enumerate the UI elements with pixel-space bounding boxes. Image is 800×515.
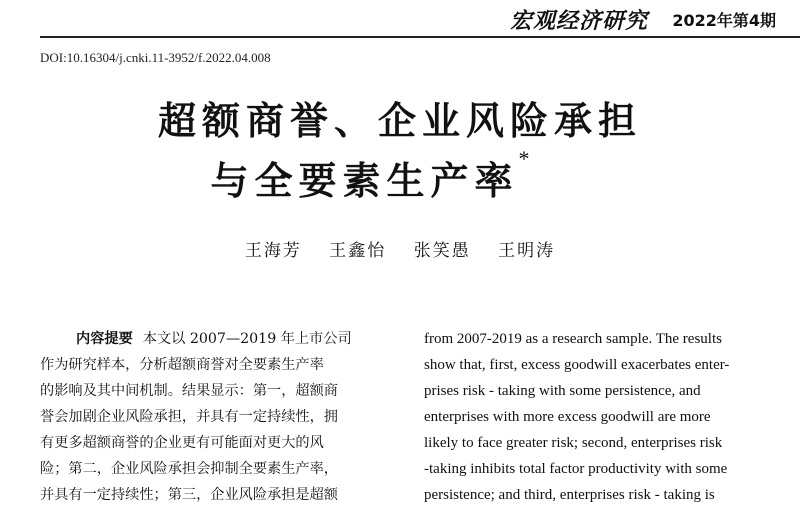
abstract-line: 的影响及其中间机制。结果显示：第一，超额商 — [40, 383, 338, 399]
abstract-line: 险；第二，企业风险承担会抑制全要素生产率， — [40, 461, 338, 477]
page-header — [0, 0, 800, 38]
abstract-line: 并具有一定持续性；第三，企业风险承担是超额 — [40, 487, 338, 503]
author: 王海芳 — [244, 241, 302, 261]
abstract-chinese — [40, 326, 398, 508]
author: 王鑫怡 — [329, 241, 387, 261]
abstract-line: prises risk - taking with some persistence, and — [424, 383, 701, 399]
abstract-line: enterprises with more excess goodwill are more — [424, 409, 711, 425]
abstract-line: from 2007-2019 as a research sample. The results — [424, 331, 722, 347]
abstract-line: 誉会加剧企业风险承担，并具有一定持续性，拥 — [40, 409, 338, 425]
abstract-line: likely to face greater risk; second, enterprises risk — [424, 435, 723, 451]
header-rule — [40, 36, 800, 38]
abstract-text: 本文以 2007—2019 年上市公司 — [142, 331, 352, 347]
abstract-line: -taking inhibits total factor productivity with some — [424, 461, 728, 477]
author-list — [0, 236, 800, 261]
doi-line: DOI:10.16304/j.cnki.11-3952/f.2022.04.008 — [40, 50, 271, 65]
abstract-line — [40, 326, 398, 352]
author: 张笑愚 — [413, 241, 471, 261]
title-line-1: 超额商誉、企业风险承担 — [157, 98, 642, 143]
abstract-line: 作为研究样本，分析超额商誉对全要素生产率 — [40, 357, 324, 373]
issue-number: 2022年第4期 — [672, 11, 776, 30]
journal-name: 宏观经济研究 — [509, 8, 648, 34]
title-line-2-text: 与全要素生产率 — [210, 158, 519, 203]
abstract-line: 有更多超额商誉的企业更有可能面对更大的风 — [40, 435, 324, 451]
title-line-2 — [0, 146, 770, 205]
abstract-english — [424, 326, 770, 508]
abstract-label: 内容提要 — [76, 331, 133, 347]
footnote-mark: * — [518, 146, 530, 171]
author: 王明涛 — [498, 241, 556, 261]
abstract-line: persistence; and third, enterprises risk - taking is — [424, 487, 715, 503]
abstract-line: show that, first, excess goodwill exacerbates enter- — [424, 357, 730, 373]
